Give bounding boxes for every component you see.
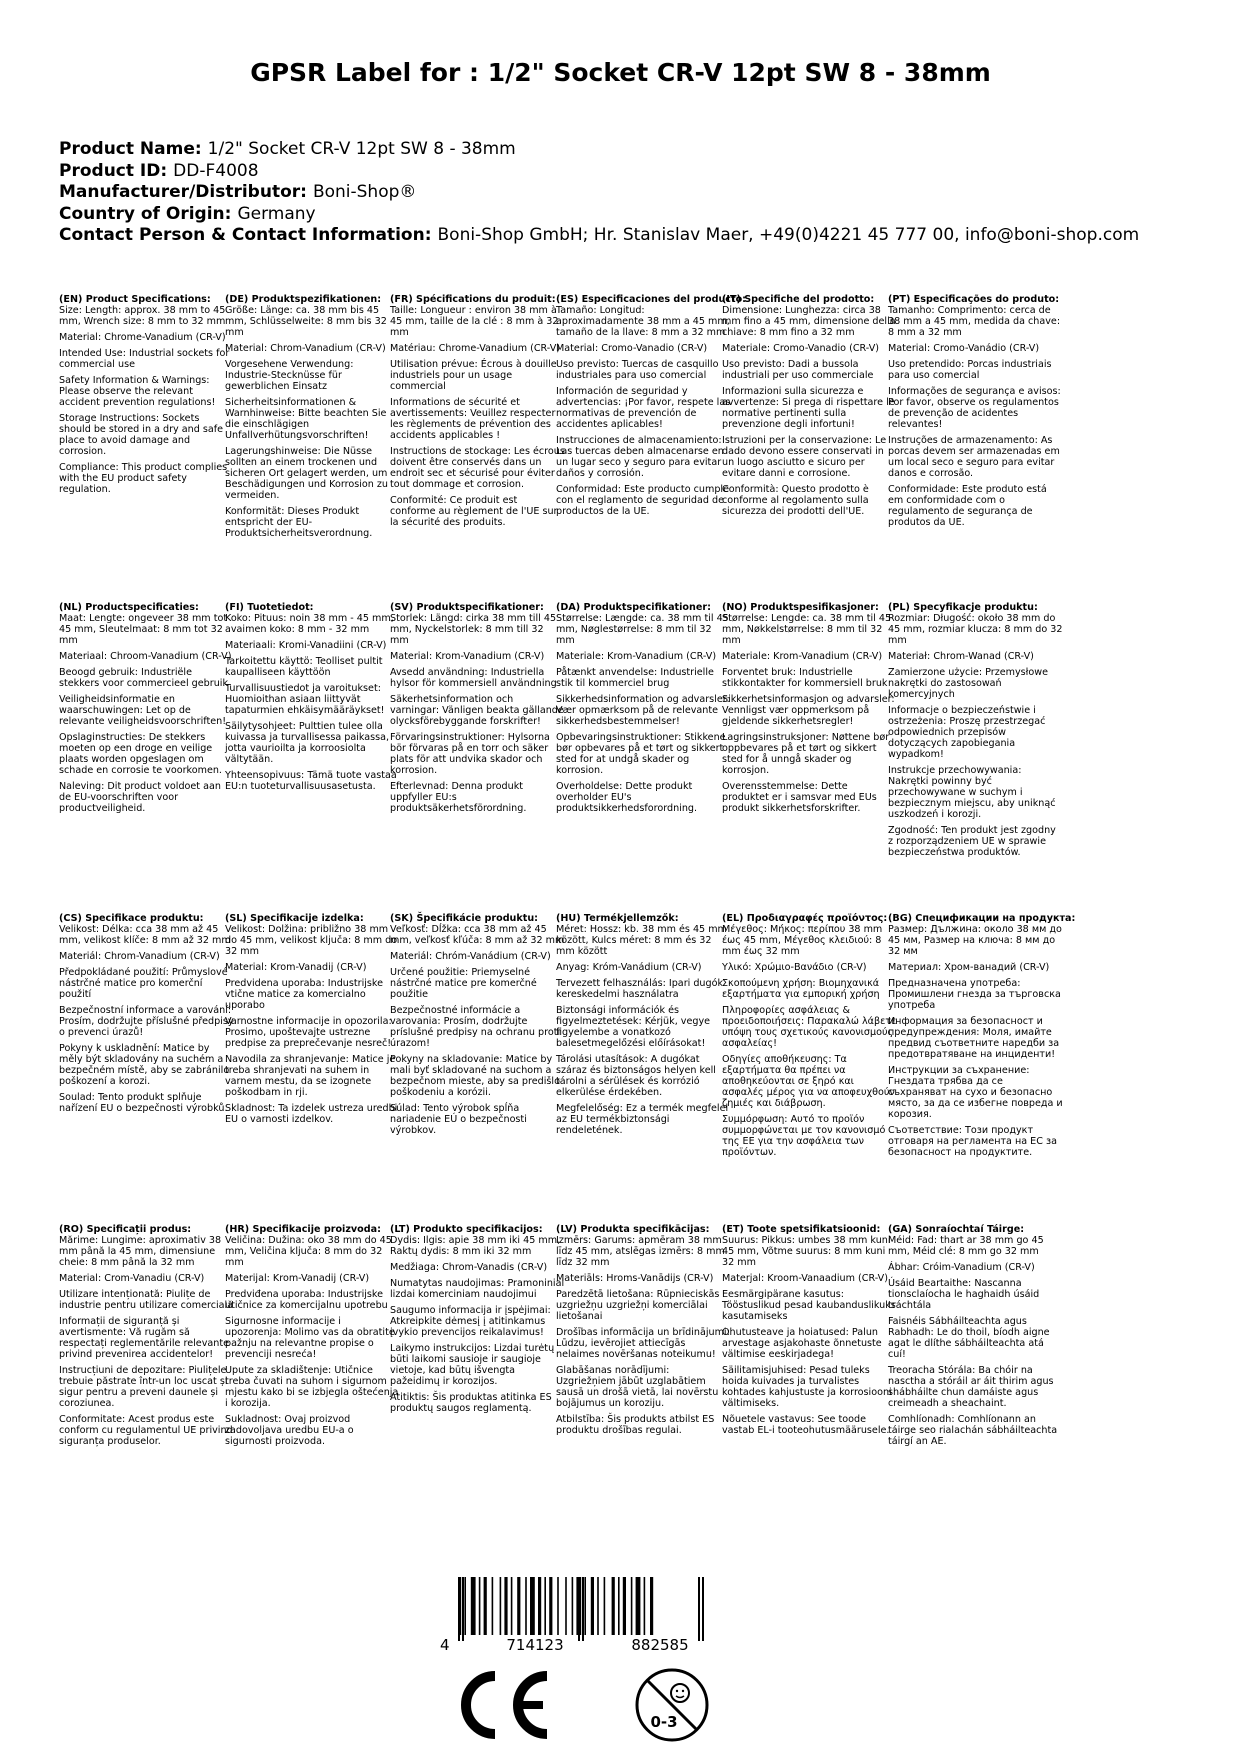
spec-line: Zgodność: Ten produkt jest zgodny z rozporządzeniem UE w sprawie bezpieczeństwa produktów. [888, 825, 1056, 858]
spec-line: Material: Chrome-Vanadium (CR-V) [59, 332, 226, 343]
barcode-bar [471, 1577, 476, 1635]
spec-line: Taille: Longueur : environ 38 mm à 45 mm, taille de la clé : 8 mm à 32 mm [390, 305, 559, 338]
spec-line: Informații de siguranță și avertismente: Vă rugăm să respectați reglementările relevante privind prevenirea accidentelor! [59, 1316, 230, 1360]
barcode-bar [525, 1577, 527, 1635]
spec-line: Súlad: Tento výrobok spĺňa nariadenie EÚ o bezpečnosti výrobkov. [390, 1103, 527, 1136]
barcode-bar [618, 1577, 620, 1635]
spec-block [888, 294, 1063, 533]
spec-line: Naleving: Dit product voldoet aan de EU-voorschriften voor productveiligheid. [59, 781, 221, 814]
spec-line: Informacje o bezpieczeństwie i ostrzeżenia: Proszę przestrzegać odpowiednich przepisów dotyczących zapobiegania wypadkom! [888, 705, 1046, 760]
spec-line: Mărime: Lungime: aproximativ 38 mm până la 45 mm, dimensiune cheie: 8 mm până la 32 mm [59, 1235, 222, 1268]
spec-line: Utilizare intenționată: Piulițe de industrie pentru utilizare comercială [59, 1289, 234, 1311]
spec-block [390, 294, 565, 533]
spec-heading: (ET) Toote spetsifikatsioonid: [722, 1224, 881, 1235]
spec-line: Sukladnost: Ovaj proizvod zadovoljava uredbu EU-a o sigurnosti proizvoda. [225, 1414, 354, 1447]
info-label: Manufacturer/Distributor: [59, 182, 307, 202]
spec-line: Ábhar: Cróim-Vanadium (CR-V) [888, 1262, 1035, 1273]
barcode-guard-bar [458, 1577, 460, 1641]
spec-line: Navodila za shranjevanje: Matice je treba shranjevati na suhem in varnem mestu, da se izognete poškodbam in rji. [225, 1054, 396, 1098]
spec-line: Storage Instructions: Sockets should be stored in a dry and safe place to avoid damage and corrosion. [59, 413, 224, 457]
spec-line: Skladnost: Ta izdelek ustreza uredbi EU o varnosti izdelkov. [225, 1103, 398, 1125]
spec-heading: (FR) Spécifications du produit: [390, 294, 556, 305]
spec-line: Materijal: Krom-Vanadij (CR-V) [225, 1273, 370, 1284]
spec-line: Maat: Lengte: ongeveer 38 mm tot 45 mm, Sleutelmaat: 8 mm tot 32 mm [59, 613, 228, 646]
spec-line: Overholdelse: Dette produkt overholder EU's produktsikkerhedsforordning. [556, 781, 698, 814]
spec-line: Materiál: Chróm-Vanádium (CR-V) [390, 951, 551, 962]
barcode-digit-prefix: 4 [440, 1636, 450, 1652]
info-row [59, 225, 1139, 247]
spec-block [888, 913, 1076, 1163]
info-label: Contact Person & Contact Information: [59, 225, 432, 245]
spec-line: Tárolási utasítások: A dugókat száraz és biztonságos helyen kell tárolni a sérülések és korrózió elkerülése érdekében. [556, 1054, 716, 1098]
info-row [59, 139, 1139, 161]
spec-line: Dydis: Ilgis: apie 38 mm iki 45 mm, Raktų dydis: 8 mm iki 32 mm [390, 1235, 561, 1257]
spec-heading: (CS) Specifikace produktu: [59, 913, 204, 924]
spec-line: Intended Use: Industrial sockets for commercial use [59, 348, 230, 370]
spec-heading: (LT) Produkto specifikacijos: [390, 1224, 543, 1235]
barcode-bar [565, 1577, 567, 1635]
spec-line: Materiał: Chrom-Wanad (CR-V) [888, 651, 1034, 662]
barcode-bar [604, 1577, 606, 1635]
barcode-bar [623, 1577, 626, 1635]
info-row [59, 161, 1139, 183]
spec-line: Pokyny k uskladnění: Matice by měly být skladovány na suchém a bezpečném místě, aby se zabránilo poškození a korozi. [59, 1043, 230, 1087]
spec-line: Σκοπούμενη χρήση: Βιομηχανικά εξαρτήματα για εμπορική χρήση [722, 978, 880, 1000]
spec-heading: (EN) Product Specifications: [59, 294, 211, 305]
info-label: Country of Origin: [59, 203, 232, 224]
spec-line: Určené použitie: Priemyselné nástrčné matice pre komerčné použitie [390, 967, 537, 1000]
spec-heading: (PL) Specyfikacje produktu: [888, 602, 1038, 613]
spec-line: Varnostne informacije in opozorila: Prosimo, upoštevajte ustrezne predpise za preprečevanje nesreč! [225, 1016, 392, 1049]
spec-block [722, 913, 897, 1163]
barcode-bar [631, 1577, 633, 1635]
spec-line: Storlek: Längd: cirka 38 mm till 45 mm, Nyckelstorlek: 8 mm till 32 mm [390, 613, 557, 646]
ce-mark [455, 1670, 555, 1740]
barcode-bar [530, 1577, 535, 1635]
spec-block [556, 913, 731, 1141]
barcode-bar [597, 1577, 599, 1635]
spec-line: Uso previsto: Tuercas de casquillo industriales para uso comercial [556, 359, 719, 381]
spec-line: Předpokládané použití: Průmyslové nástrčné matice pro komerční použití [59, 967, 228, 1000]
info-value: 1/2" Socket CR-V 12pt SW 8 - 38mm [207, 139, 516, 159]
barcode [440, 1577, 740, 1652]
spec-line: Lagringsinstruksjoner: Nøttene bør oppbevares på et tørt og sikkert sted for å unngå skader og korrosjon. [722, 732, 890, 776]
spec-line: Comhlíonadh: Comhlíonann an táirge seo rialachán sábháilteachta táirgí an AE. [888, 1414, 1058, 1447]
age-label: 0-3 [650, 1713, 678, 1731]
spec-line: Materiāls: Hroms-Vanādijs (CR-V) [556, 1273, 714, 1284]
spec-heading: (RO) Specificații produs: [59, 1224, 192, 1235]
spec-line: Ohutusteave ja hoiatused: Palun arvestage asjakohaste õnnetuste vältimise eeskirjadega! [722, 1327, 882, 1360]
spec-line: Materjal: Kroom-Vanaadium (CR-V) [722, 1273, 888, 1284]
spec-line: Tamaño: Longitud: aproximadamente 38 mm a 45 mm, tamaño de la llave: 8 mm a 32 mm [556, 305, 730, 338]
spec-line: Soulad: Tento produkt splňuje nařízení EU o bezpečnosti výrobků. [59, 1092, 228, 1114]
info-label: Product Name: [59, 139, 202, 159]
spec-line: Informations de sécurité et avertissements: Veuillez respecter les règlements de prévention des accidents applicables ! [390, 397, 556, 441]
spec-line: Koko: Pituus: noin 38 mm - 45 mm, avaimen koko: 8 mm - 32 mm [225, 613, 394, 635]
spec-heading: (HU) Termékjellemzők: [556, 913, 679, 924]
spec-line: Suurus: Pikkus: umbes 38 mm kuni 45 mm, Võtme suurus: 8 mm kuni 32 mm [722, 1235, 891, 1268]
spec-line: Rozmiar: Długość: około 38 mm do 45 mm, rozmiar klucza: 8 mm do 32 mm [888, 613, 1063, 646]
spec-line: Size: Length: approx. 38 mm to 45 mm, Wrench size: 8 mm to 32 mm [59, 305, 226, 327]
spec-heading: (DE) Produktspezifikationen: [225, 294, 382, 305]
barcode-guard-bar [698, 1577, 700, 1641]
spec-line: Material: Cromo-Vanádio (CR-V) [888, 343, 1040, 354]
spec-line: Biztonsági információk és figyelmeztetések: Kérjük, vegye figyelembe a vonatkozó balesetmegelőzési előírásokat! [556, 1005, 711, 1049]
spec-line: Veličina: Dužina: oko 38 mm do 45 mm, Veličina ključa: 8 mm do 32 mm [225, 1235, 392, 1268]
spec-line: Størrelse: Lengde: ca. 38 mm til 45 mm, Nøkkelstørrelse: 8 mm til 32 mm [722, 613, 892, 646]
spec-line: Размер: Дължина: около 38 мм до 45 мм, Размер на ключа: 8 мм до 32 мм [888, 924, 1062, 957]
barcode-digits-left: 714123 [506, 1636, 564, 1652]
spec-block [225, 602, 400, 797]
spec-line: Инструкции за съхранение: Гнездата трябва да се съхраняват на сухо и безопасно място, за да се избегне повреда и корозия. [888, 1065, 1063, 1120]
info-value: Boni-Shop® [312, 182, 417, 202]
spec-line: Zamierzone użycie: Przemysłowe nakrętki do zastosowań komercyjnych [888, 667, 1049, 700]
spec-line: Nõuetele vastavus: See toode vastab EL-i tooteohutusmäärusele. [722, 1414, 890, 1436]
spec-line: Méid: Fad: thart ar 38 mm go 45 mm, Méid clé: 8 mm go 32 mm [888, 1235, 1044, 1257]
barcode-guard-bar [462, 1577, 464, 1641]
spec-line: Paredzētā lietošana: Rūpnieciskās uzgriežņu uzgriežņi komerciālai lietošanai [556, 1289, 720, 1322]
spec-line: Utilisation prévue: Écrous à douille industriels pour un usage commercial [390, 359, 557, 392]
spec-heading: (SK) Špecifikácie produktu: [390, 913, 539, 924]
spec-line: Méret: Hossz: kb. 38 mm és 45 mm között, Kulcs méret: 8 mm és 32 mm között [556, 924, 727, 957]
spec-line: Izmērs: Garums: apmēram 38 mm līdz 45 mm, atslēgas izmērs: 8 mm līdz 32 mm [556, 1235, 725, 1268]
spec-line: Upute za skladištenje: Utičnice treba čuvati na suhom i sigurnom mjestu kako bi se izbjegla oštećenja i korozija. [225, 1365, 399, 1409]
spec-line: Safety Information & Warnings: Please observe the relevant accident prevention regulations! [59, 375, 216, 408]
spec-line: Dimensione: Lunghezza: circa 38 mm fino a 45 mm, dimensione della chiave: 8 mm fino a 32 mm [722, 305, 896, 338]
barcode-bar [492, 1577, 494, 1635]
spec-line: Conformità: Questo prodotto è conforme al regolamento sulla sicurezza dei prodotti dell'UE. [722, 484, 869, 517]
spec-line: Material: Krom-Vanadium (CR-V) [390, 651, 545, 662]
spec-line: Instrukcje przechowywania: Nakrętki powinny być przechowywane w suchym i bezpiecznym miejscu, aby uniknąć uszkodzeń i korozji. [888, 765, 1056, 820]
barcode-bar [612, 1577, 615, 1635]
spec-line: Sigurnosne informacije i upozorenja: Molimo vas da obratite pažnju na relevantne propise o prevenciji nesreća! [225, 1316, 395, 1360]
barcode-bar [500, 1577, 502, 1635]
spec-heading: (NL) Productspecificaties: [59, 602, 199, 613]
spec-line: Faisnéis Sábháilteachta agus Rabhadh: Le do thoil, bíodh aigne agat le dlíthe sábháilteachta atá cuí! [888, 1316, 1050, 1360]
spec-line: Materiale: Krom-Vanadium (CR-V) [722, 651, 883, 662]
spec-line: Conformitate: Acest produs este conform cu regulamentul UE privind siguranța produselor. [59, 1414, 233, 1447]
spec-block [556, 602, 731, 819]
spec-line: Säilytysohjeet: Pulttien tulee olla kuivassa ja turvallisessa paikassa, jotta vaurioilta ja korroosiolta vältytään. [225, 721, 390, 765]
spec-line: Turvallisuustiedot ja varoitukset: Huomioithan asiaan liittyvät tapaturmien ehkäisymääräykset! [225, 683, 385, 716]
spec-line: Instruções de armazenamento: As porcas devem ser armazenadas em um local seco e seguro para evitar danos e corrosão. [888, 435, 1060, 479]
spec-block [722, 602, 897, 819]
spec-line: Predviđena uporaba: Industrijske utičnice za komercijalnu upotrebu [225, 1289, 388, 1311]
spec-line: Overensstemmelse: Dette produktet er i samsvar med EUs produkt sikkerhetsforskrifter. [722, 781, 877, 814]
spec-line: Υλικό: Χρώμιο-Βανάδιο (CR-V) [722, 962, 867, 973]
spec-line: Sicherheitsinformationen & Warnhinweise: Bitte beachten Sie die einschlägigen Unfallverhütungsvorschriften! [225, 397, 387, 441]
spec-line: Størrelse: Længde: ca. 38 mm til 45 mm, Nøglestørrelse: 8 mm til 32 mm [556, 613, 729, 646]
barcode-bar [572, 1577, 574, 1635]
age-warning-icon [632, 1665, 712, 1745]
spec-line: Sikkerhetsinformasjon og advarsler: Vennligst vær oppmerksom på gjeldende sikkerhetsregler! [722, 694, 895, 727]
info-value: Germany [237, 203, 316, 224]
spec-line: Material: Cromo-Vanadio (CR-V) [556, 343, 708, 354]
spec-line: Forventet bruk: Industrielle stikkontakter for kommersiell bruk [722, 667, 888, 689]
spec-heading: (LV) Produkta specifikācijas: [556, 1224, 710, 1235]
spec-line: Informações de segurança e avisos: Por favor, observe os regulamentos de prevenção de acidentes relevantes! [888, 386, 1061, 430]
barcode-bar [504, 1577, 507, 1635]
spec-block [390, 1224, 565, 1419]
spec-block [888, 1224, 1063, 1452]
spec-line: Información de seguridad y advertencias: ¡Por favor, respete las normativas de prevención de accidentes aplicables! [556, 386, 731, 430]
spec-line: Bezpečnostné informácie a varovania: Prosím, dodržujte príslušné predpisy na ochranu proti úrazom! [390, 1005, 561, 1049]
spec-block [556, 294, 747, 522]
product-info [59, 139, 1139, 247]
spec-line: Materiale: Cromo-Vanadio (CR-V) [722, 343, 880, 354]
barcode-bar [557, 1577, 559, 1635]
spec-line: Glabāšanas norādījumi: Uzgriežņiem jābūt uzglabātiem sausā un drošā vietā, lai novērstu bojājumus un koroziju. [556, 1365, 719, 1409]
spec-line: Bezpečnostní informace a varování: Prosím, dodržujte příslušné předpisy o prevenci úrazů! [59, 1005, 234, 1038]
info-value: Boni-Shop GmbH; Hr. Stanislav Maer, +49(0)4221 45 777 00, info@boni-shop.com [437, 225, 1140, 245]
spec-block [556, 1224, 731, 1441]
spec-line: Material: Chrom-Vanadium (CR-V) [225, 343, 386, 354]
spec-line: Материал: Хром-ванадий (CR-V) [888, 962, 1050, 973]
spec-heading: (GA) Sonraíochtaí Táirge: [888, 1224, 1025, 1235]
spec-heading: (DA) Produktspecifikationer: [556, 602, 711, 613]
spec-line: Uso pretendido: Porcas industriais para uso comercial [888, 359, 1052, 381]
spec-line: Treoracha Stórála: Ba chóir na nasctha a stóráil ar áit thirim agus shábháilte chun damáiste agus creimeadh a sheachaint. [888, 1365, 1054, 1409]
spec-line: Οδηγίες αποθήκευσης: Τα εξαρτήματα θα πρέπει να αποθηκεύονται σε ξηρό και ασφαλές μέρος για να αποφευχθούν ζημιές και διάβρωση. [722, 1054, 895, 1109]
spec-line: Materiál: Chrom-Vanadium (CR-V) [59, 951, 220, 962]
spec-line: Eesmärgipärane kasutus: Tööstuslikud pesad kaubanduslikuks kasutamiseks [722, 1289, 896, 1322]
barcode-bar [511, 1577, 513, 1635]
spec-heading: (FI) Tuotetiedot: [225, 602, 314, 613]
info-label: Product ID: [59, 160, 168, 181]
spec-heading: (PT) Especificações do produto: [888, 294, 1060, 305]
barcode-bar [517, 1577, 520, 1635]
barcode-bar [538, 1577, 541, 1635]
spec-line: Matériau: Chrome-Vanadium (CR-V) [390, 343, 561, 354]
spec-line: Uso previsto: Dadi a bussola industriali per uso commerciale [722, 359, 874, 381]
spec-line: Materiale: Krom-Vanadium (CR-V) [556, 651, 717, 662]
spec-line: Συμμόρφωση: Αυτό το προϊόν συμμορφώνεται με τον κανονισμό της ΕΕ για την ασφάλεια των προϊόντων. [722, 1114, 886, 1158]
spec-line: Conformité: Ce produit est conforme au règlement de l'UE sur la sécurité des produits. [390, 495, 558, 528]
spec-line: Efterlevnad: Denna produkt uppfyller EU:s produktsäkerhetsförordning. [390, 781, 527, 814]
spec-heading: (HR) Specifikacije proizvoda: [225, 1224, 381, 1235]
barcode-bar [591, 1577, 594, 1635]
spec-line: Съответствие: Този продукт отговаря на регламента на ЕС за безопасност на продуктите. [888, 1125, 1057, 1158]
spec-block [59, 913, 234, 1119]
spec-block [722, 1224, 897, 1441]
spec-line: Tervezett felhasználás: Ipari dugók kereskedelmi használatra [556, 978, 724, 1000]
spec-line: Lagerungshinweise: Die Nüsse sollten an einem trockenen und sicheren Ort gelagert werden, um Beschädigungen und Korrosion zu vermeiden. [225, 446, 388, 501]
info-row [59, 182, 1139, 204]
spec-line: Säilitamisjuhised: Pesad tuleks hoida kuivades ja turvalistes kohtades kahjustuste ja korrosiooni vältimiseks. [722, 1365, 892, 1409]
spec-block [59, 294, 234, 500]
spec-block [390, 602, 565, 819]
spec-line: Информация за безопасност и предупреждения: Моля, имайте предвид съответните наредби за предотвратяване на инциденти! [888, 1016, 1060, 1060]
spec-block [59, 1224, 234, 1452]
spec-line: Atitiktis: Šis produktas atitinka ES produktų saugos reglamentą. [390, 1392, 552, 1414]
spec-line: Pokyny na skladovanie: Matice by mali byť skladované na suchom a bezpečnom mieste, aby sa predišlo poškodeniu a korózii. [390, 1054, 560, 1098]
barcode-guard-bar [582, 1577, 584, 1641]
spec-line: Instructions de stockage: Les écrous doivent être conservés dans un endroit sec et sécurisé pour éviter tout dommage et corrosion. [390, 446, 565, 490]
spec-line: Materiaal: Chroom-Vanadium (CR-V) [59, 651, 232, 662]
spec-line: Compliance: This product complies with the EU product safety regulation. [59, 462, 228, 495]
spec-block [390, 913, 565, 1141]
spec-heading: (NO) Produktspesifikasjoner: [722, 602, 879, 613]
barcode-bar [464, 1577, 466, 1635]
spec-line: Tamanho: Comprimento: cerca de 38 mm a 45 mm, medida da chave: 8 mm a 32 mm [888, 305, 1061, 338]
spec-heading: (IT) Specifiche del prodotto: [722, 294, 875, 305]
spec-line: Säkerhetsinformation och varningar: Vänligen beakta gällande olycksförebyggande forskrifter! [390, 694, 564, 727]
spec-line: Предназначена употреба: Промишлени гнезда за търговска употреба [888, 978, 1061, 1011]
spec-block [888, 602, 1063, 863]
spec-line: Avsedd användning: Industriella hylsor för kommersiell användning [390, 667, 557, 689]
barcode-bar [479, 1577, 481, 1635]
spec-line: Velikost: Dolžina: približno 38 mm do 45 mm, velikost ključa: 8 mm do 32 mm [225, 924, 398, 957]
barcode-bar [584, 1577, 586, 1635]
spec-line: Drošības informācija un brīdinājumi: Lūdzu, ievērojiet attiecīgās nelaimes novēršanas noteikumu! [556, 1327, 730, 1360]
barcode-bar [549, 1577, 552, 1635]
barcode-digits-right: 882585 [631, 1636, 689, 1652]
barcode-bar [484, 1577, 487, 1635]
label-title: GPSR Label for : 1/2" Socket CR-V 12pt SW 8 - 38mm [250, 58, 991, 87]
spec-line: Instrucciones de almacenamiento: Las tuercas deben almacenarse en un lugar seco y seguro para evitar daños y corrosión. [556, 435, 724, 479]
spec-line: Saugumo informacija ir įspėjimai: Atkreipkite dėmesį į atitinkamus įvykio prevencijos reikalavimus! [390, 1305, 551, 1338]
spec-line: Conformidade: Este produto está em conformidade com o regulamento de segurança de produtos da UE. [888, 484, 1047, 528]
barcode-bar [644, 1577, 646, 1635]
spec-line: Megfelelőség: Ez a termék megfelel az EU termékbiztonsági rendeletének. [556, 1103, 729, 1136]
info-value: DD-F4008 [173, 160, 259, 181]
spec-line: Material: Krom-Vanadij (CR-V) [225, 962, 367, 973]
barcode-bars [458, 1577, 704, 1641]
spec-line: Veiligheidsinformatie en waarschuwingen: Let op de relevante veiligheidsvoorschriften! [59, 694, 227, 727]
spec-heading: (EL) Προδιαγραφές προϊόντος: [722, 913, 888, 924]
spec-line: Úsáid Beartaithe: Nascanna tionsclaíocha le haghaidh úsáid tráchtála [888, 1278, 1040, 1311]
spec-block [225, 913, 400, 1130]
spec-line: Yhteensopivuus: Tämä tuote vastaa EU:n tuoteturvallisuusasetusta. [225, 770, 397, 792]
spec-heading: (SL) Specifikacije izdelka: [225, 913, 364, 924]
spec-line: Numatytas naudojimas: Pramoniniai lizdai komerciniam naudojimui [390, 1278, 565, 1300]
spec-heading: (SV) Produktspecifikationer: [390, 602, 544, 613]
spec-line: Velikost: Délka: cca 38 mm až 45 mm, velikost klíče: 8 mm až 32 mm [59, 924, 231, 946]
spec-line: Förvaringsinstruktioner: Hylsorna bör förvaras på en torr och säker plats för att undvika skador och korrosion. [390, 732, 550, 776]
spec-line: Informazioni sulla sicurezza e avvertenze: Si prega di rispettare le normative pertinenti sulla prevenzione degli infortuni! [722, 386, 895, 430]
spec-line: Anyag: Króm-Vanádium (CR-V) [556, 962, 702, 973]
spec-block [722, 294, 897, 522]
spec-line: Conformidad: Este producto cumple con el reglamento de seguridad de productos de la UE. [556, 484, 729, 517]
barcode-bar [544, 1577, 546, 1635]
spec-line: Instrucțiuni de depozitare: Piulițele trebuie păstrate într-un loc uscat și sigur pentru a preveni daunele și coroziunea. [59, 1365, 228, 1409]
spec-line: Istruzioni per la conservazione: Le dado devono essere conservati in un luogo asciutto e sicuro per evitare danni e corrosione. [722, 435, 887, 479]
spec-line: Atbilstība: Šis produkts atbilst ES produktu drošības regulai. [556, 1414, 715, 1436]
barcode-guard-bar [578, 1577, 580, 1641]
spec-line: Materiaali: Kromi-Vanadiini (CR-V) [225, 640, 387, 651]
spec-line: Material: Crom-Vanadiu (CR-V) [59, 1273, 205, 1284]
spec-block [225, 1224, 400, 1452]
spec-line: Laikymo instrukcijos: Lizdai turėtų būti laikomi sausioje ir saugioje vietoje, kad būtų išvengta pažeidimų ir korozijos. [390, 1343, 555, 1387]
spec-heading: (ES) Especificaciones del producto: [556, 294, 747, 305]
spec-line: Veľkosť: Dĺžka: cca 38 mm až 45 mm, veľkosť kľúča: 8 mm až 32 mm [390, 924, 565, 946]
spec-block [225, 294, 400, 544]
barcode-guard-bar [702, 1577, 704, 1641]
spec-line: Beoogd gebruik: Industriële stekkers voor commercieel gebruik [59, 667, 228, 689]
spec-line: Medžiaga: Chrom-Vanadis (CR-V) [390, 1262, 548, 1273]
spec-line: Konformität: Dieses Produkt entspricht der EU-Produktsicherheitsverordnung. [225, 506, 373, 539]
spec-line: Vorgesehene Verwendung: Industrie-Stecknüsse für gewerblichen Einsatz [225, 359, 354, 392]
spec-line: Μέγεθος: Μήκος: περίπου 38 mm έως 45 mm, Μέγεθος κλειδιού: 8 mm έως 32 mm [722, 924, 883, 957]
spec-line: Größe: Länge: ca. 38 mm bis 45 mm, Schlüsselweite: 8 mm bis 32 mm [225, 305, 387, 338]
spec-line: Tarkoitettu käyttö: Teolliset pultit kaupalliseen käyttöön [225, 656, 383, 678]
spec-line: Opbevaringsinstruktioner: Stikkene bør opbevares på et tørt og sikkert sted for at undgå skader og korrosion. [556, 732, 726, 776]
spec-line: Påtænkt anvendelse: Industrielle stik til kommerciel brug [556, 667, 714, 689]
info-row [59, 204, 1139, 226]
spec-block [59, 602, 234, 819]
spec-line: Predvidena uporaba: Industrijske vtične matice za komercialno uporabo [225, 978, 384, 1011]
spec-line: Πληροφορίες ασφάλειας & προειδοποιήσεις: Παρακαλώ λάβετε υπόψη τους σχετικούς κανονισμούς ασφαλείας! [722, 1005, 897, 1049]
barcode-bar [636, 1577, 641, 1635]
spec-line: Sikkerhedsinformation og advarsler: Vær opmærksom på de relevante sikkerhedsbestemmelser! [556, 694, 730, 727]
barcode-bar [650, 1577, 653, 1635]
spec-heading: (BG) Спецификации на продукта: [888, 913, 1076, 924]
spec-line: Opslaginstructies: De stekkers moeten op een droge en veilige plaats worden opgeslagen om schade en corrosie te voorkomen. [59, 732, 222, 776]
